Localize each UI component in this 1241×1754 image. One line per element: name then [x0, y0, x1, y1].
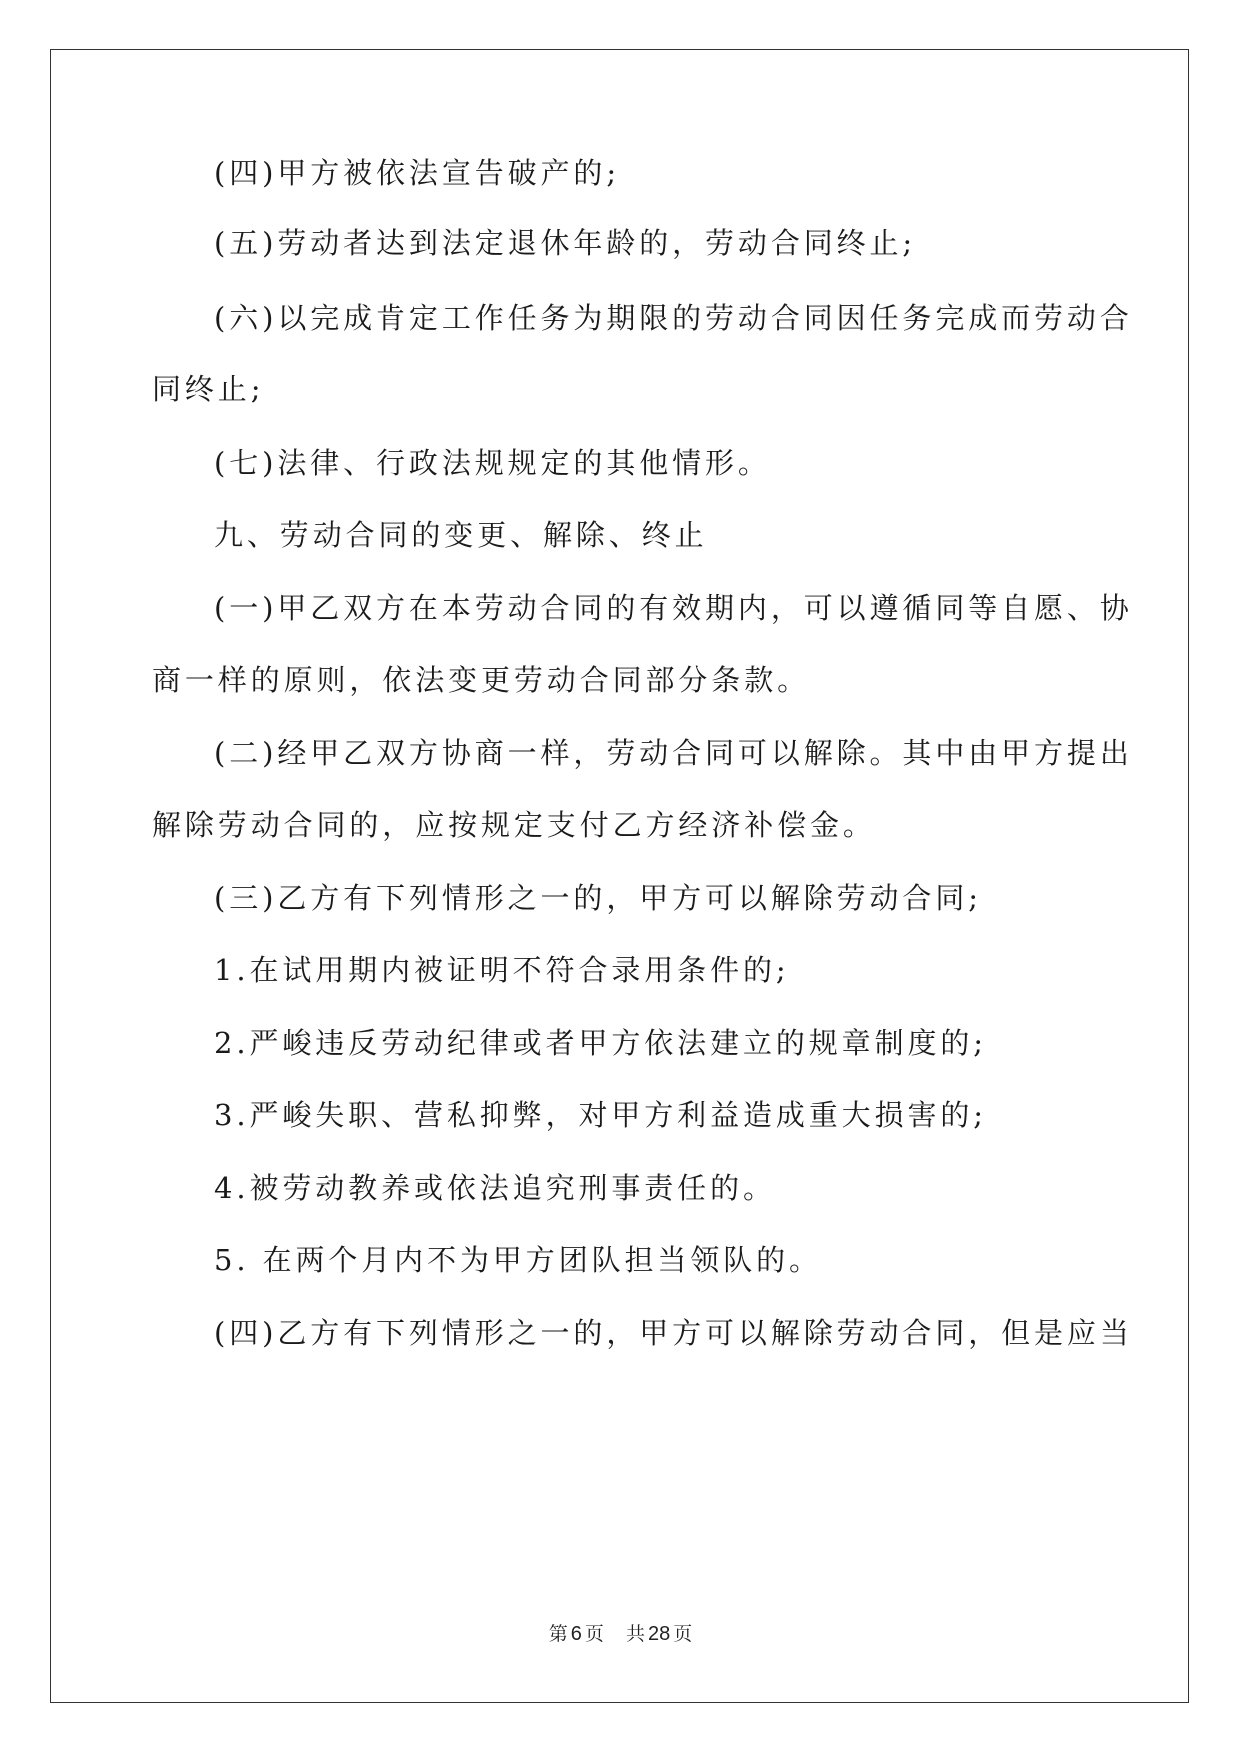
- paragraph-line: (四)甲方被依法宣告破产的;: [214, 156, 620, 190]
- paragraph-line: (五)劳动者达到法定退休年龄的，劳动合同终止;: [214, 226, 917, 260]
- paragraph-line: 解除劳动合同的，应按规定支付乙方经济补偿金。: [152, 808, 876, 842]
- footer-total-pages: 28: [647, 1623, 671, 1645]
- footer-page-suffix: 页: [584, 1623, 604, 1645]
- footer-total-suffix: 页: [673, 1623, 693, 1645]
- paragraph-line: 商一样的原则，依法变更劳动合同部分条款。: [152, 663, 811, 697]
- list-item: 3.严峻失职、营私抑弊，对甲方利益造成重大损害的;: [214, 1098, 987, 1132]
- paragraph-line: (二)经甲乙双方协商一样，劳动合同可以解除。其中由甲方提出: [214, 736, 1133, 770]
- list-item: 4.被劳动教养或依法追究刑事责任的。: [214, 1171, 776, 1205]
- section-heading: 九、劳动合同的变更、解除、终止: [214, 518, 708, 552]
- paragraph-line: (三)乙方有下列情形之一的，甲方可以解除劳动合同;: [214, 881, 982, 915]
- paragraph-line: 同终止;: [152, 372, 265, 406]
- footer-page-prefix: 第: [548, 1623, 568, 1645]
- footer-page-number: 6: [570, 1623, 582, 1645]
- paragraph-line: (六)以完成肯定工作任务为期限的劳动合同因任务完成而劳动合: [214, 301, 1133, 335]
- list-item: 2.严峻违反劳动纪律或者甲方依法建立的规章制度的;: [214, 1026, 987, 1060]
- paragraph-line: (四)乙方有下列情形之一的，甲方可以解除劳动合同，但是应当: [214, 1316, 1133, 1350]
- list-item: 1.在试用期内被证明不符合录用条件的;: [214, 953, 790, 987]
- paragraph-line: (一)甲乙双方在本劳动合同的有效期内，可以遵循同等自愿、协: [214, 591, 1133, 625]
- footer-total-prefix: 共: [625, 1623, 645, 1645]
- paragraph-line: (七)法律、行政法规规定的其他情形。: [214, 446, 771, 480]
- page-footer: [0, 1622, 1241, 1646]
- list-item: 5. 在两个月内不为甲方团队担当领队的。: [214, 1243, 822, 1277]
